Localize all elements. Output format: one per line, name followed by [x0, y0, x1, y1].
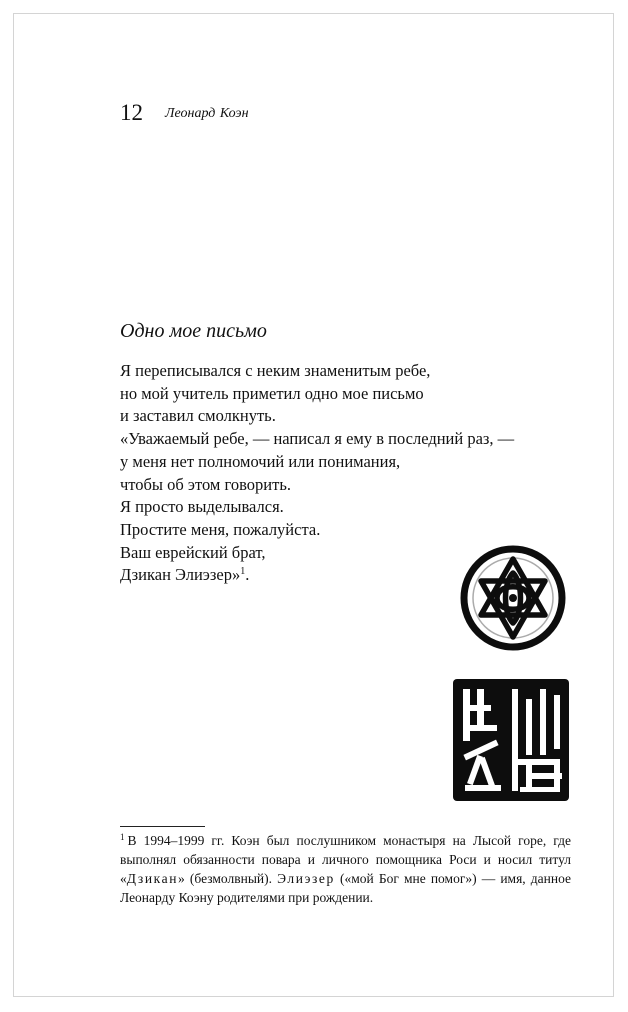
footnote — [120, 831, 571, 907]
poem-line: у меня нет полномочий или понимания, — [120, 451, 401, 471]
running-title: Леонард Коэн — [165, 106, 249, 121]
footnote-text: » (безмолвный). — [178, 871, 278, 886]
poem-line: Ваш еврейский брат, — [120, 542, 266, 562]
poem-line: Я переписывался с неким знаменитым ребе, — [120, 361, 431, 380]
footnote-reference: 1 — [240, 566, 246, 578]
round-star-of-david-seal-icon — [457, 539, 569, 657]
poem-signature-end: . — [245, 565, 250, 585]
footnote-term: Элиэзер — [277, 871, 335, 886]
book-page — [13, 13, 614, 997]
poem-line: и заставил смолкнуть. — [120, 406, 276, 426]
footnote-text: В 1994–1999 гг. Коэн был послушником монастыря на Лысой горе, где выполнял обязанности повара и личного помощника Роси и носил титул « — [120, 833, 571, 886]
poem-line: Я просто выделывался. — [120, 497, 284, 517]
square-chinese-seal-icon — [450, 675, 572, 805]
poem-line: чтобы об этом говорить. — [120, 474, 291, 494]
poem-signature: Дзикан Элиэзер» — [120, 565, 241, 585]
footnote-rule — [120, 826, 205, 827]
poem-line: но мой учитель приметил одно мое письмо — [120, 383, 424, 403]
poem-title: Одно мое письмо — [120, 320, 267, 342]
footnote-term: Дзикан — [126, 871, 179, 886]
page-number: 12 — [120, 100, 143, 125]
poem-line: Простите меня, пожалуйста. — [120, 519, 321, 539]
footnote-number: 1 — [120, 832, 125, 842]
poem-line: «Уважаемый ребе, — написал я ему в последний раз, — — [120, 429, 515, 449]
footnote-text: («мой Бог мне помог») — имя, данное Леонарду Коэну родителями при рождении. — [120, 871, 571, 905]
